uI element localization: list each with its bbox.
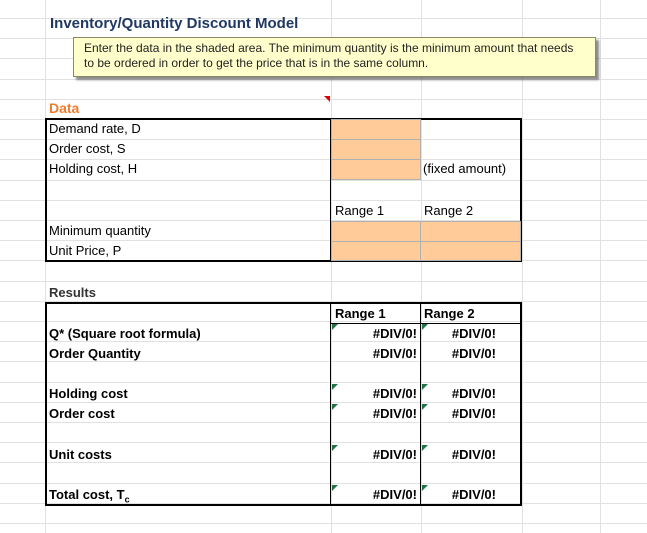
data-heading: Data: [49, 100, 80, 116]
q-star-range1[interactable]: #DIV/0!: [372, 326, 417, 341]
order-cost-result-label: Order cost: [49, 406, 115, 421]
unit-costs-range1[interactable]: #DIV/0!: [372, 447, 417, 462]
holding-cost-result-label: Holding cost: [49, 386, 128, 401]
order-cost-range1[interactable]: #DIV/0!: [372, 406, 417, 421]
total-cost-label-text: Total cost, T: [49, 487, 125, 502]
data-range1-header: Range 1: [335, 203, 385, 218]
total-cost-range2[interactable]: #DIV/0!: [451, 487, 496, 502]
order-quantity-range2[interactable]: #DIV/0!: [451, 346, 496, 361]
order-cost-label: Order cost, S: [49, 141, 126, 156]
holding-cost-range1[interactable]: #DIV/0!: [372, 386, 417, 401]
order-quantity-label: Order Quantity: [49, 346, 141, 361]
unit-costs-range2[interactable]: #DIV/0!: [451, 447, 496, 462]
order-cost-input[interactable]: [331, 139, 421, 160]
results-heading: Results: [49, 285, 96, 300]
comment-indicator-icon[interactable]: [324, 96, 330, 102]
min-qty-range1-input[interactable]: [331, 221, 421, 242]
fixed-amount-label: (fixed amount): [423, 161, 507, 176]
instruction-comment-note: [73, 37, 596, 77]
total-cost-range1[interactable]: #DIV/0!: [372, 487, 417, 502]
demand-rate-input[interactable]: [331, 119, 421, 140]
results-range1-header: Range 1: [335, 306, 386, 321]
min-qty-range2-input[interactable]: [420, 221, 521, 242]
q-star-label: Q* (Square root formula): [49, 326, 201, 341]
price-range1-input[interactable]: [331, 241, 421, 261]
minimum-quantity-label: Minimum quantity: [49, 223, 151, 238]
order-cost-range2[interactable]: #DIV/0!: [451, 406, 496, 421]
total-cost-label: [49, 485, 130, 505]
order-quantity-range1[interactable]: #DIV/0!: [372, 346, 417, 361]
data-range2-header: Range 2: [424, 203, 474, 218]
holding-cost-range2[interactable]: #DIV/0!: [451, 386, 496, 401]
q-star-range2[interactable]: #DIV/0!: [451, 326, 496, 341]
holding-cost-label: Holding cost, H: [49, 161, 138, 176]
results-range2-header: Range 2: [424, 306, 475, 321]
sheet-title: Inventory/Quantity Discount Model: [50, 15, 299, 32]
price-range2-input[interactable]: [420, 241, 521, 261]
instruction-comment-text: Enter the data in the shaded area. The minimum quantity is the minimum amount that needs to be ordered in order to get the price that is in the same column.: [84, 41, 574, 70]
total-cost-subscript: c: [124, 494, 130, 505]
unit-costs-label: Unit costs: [49, 447, 112, 462]
holding-cost-input[interactable]: [331, 159, 421, 180]
demand-rate-label: Demand rate, D: [49, 121, 141, 136]
unit-price-label: Unit Price, P: [49, 243, 122, 258]
